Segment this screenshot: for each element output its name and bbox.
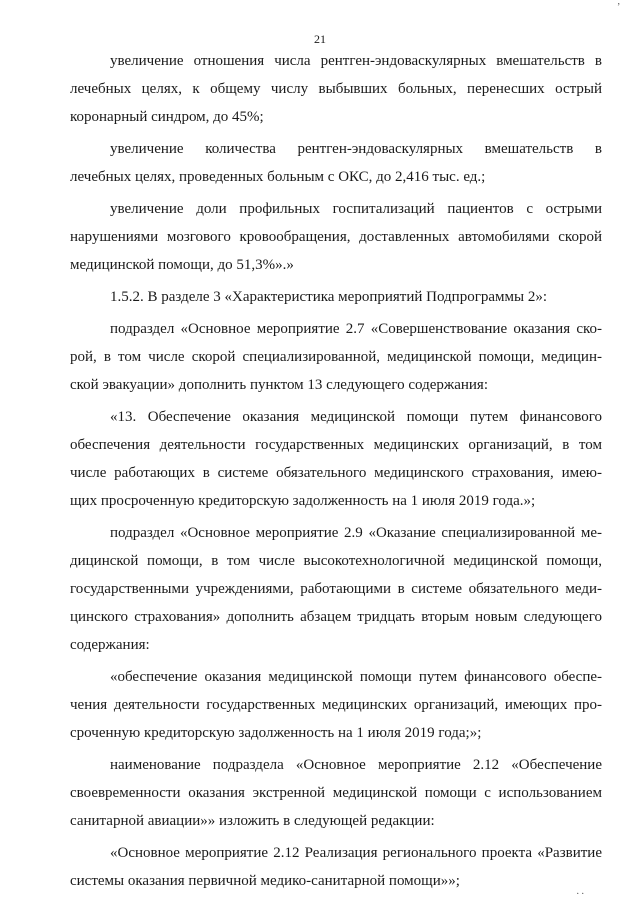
text-line: государственными учреждениями, работающими в системе обязательного меди-	[70, 581, 602, 597]
text-line: подраздел «Основное мероприятие 2.7 «Совершенствование оказания ско-	[110, 321, 602, 337]
text-line: обеспечения деятельности государственных медицинских организаций, в том	[70, 437, 602, 453]
paragraph	[70, 195, 602, 279]
text-line: 1.5.2. В разделе 3 «Характеристика мероприятий Подпрограммы 2»:	[110, 289, 547, 305]
document-body	[70, 47, 602, 895]
paragraph	[70, 751, 602, 835]
text-line: увеличение доли профильных госпитализаций пациентов с острыми	[110, 201, 602, 217]
text-line: увеличение количества рентген-эндоваскулярных вмешательств в	[110, 141, 602, 157]
page-number: 21	[314, 32, 326, 46]
text-line: нарушениями мозгового кровообращения, доставленных автомобилями скорой	[70, 229, 602, 245]
text-line: медицинской помощи, до 51,3%».»	[70, 257, 294, 273]
text-line: содержания:	[70, 637, 150, 653]
text-line: «обеспечение оказания медицинской помощи путем финансового обеспе-	[110, 669, 602, 685]
scan-mark: . .	[576, 886, 584, 897]
text-line: системы оказания первичной медико-санитарной помощи»»;	[70, 873, 460, 889]
scan-mark: ,	[617, 0, 620, 7]
text-line: чения деятельности государственных медицинских организаций, имеющих про-	[70, 697, 602, 713]
paragraph	[70, 283, 602, 311]
paragraph	[70, 135, 602, 191]
text-line: санитарной авиации»» изложить в следующей редакции:	[70, 813, 435, 829]
paragraph	[70, 839, 602, 895]
text-line: цинского страхования» дополнить абзацем тридцать вторым новым следующего	[70, 609, 602, 625]
text-line: лечебных целях, к общему числу выбывших больных, перенесших острый	[70, 81, 602, 97]
text-line: «Основное мероприятие 2.12 Реализация регионального проекта «Развитие	[110, 845, 602, 861]
text-line: рой, в том числе скорой специализированной, медицинской помощи, медицин-	[70, 349, 602, 365]
text-line: дицинской помощи, в том числе высокотехнологичной медицинской помощи,	[70, 553, 602, 569]
text-line: лечебных целях, проведенных больным с ОКС, до 2,416 тыс. ед.;	[70, 169, 486, 185]
text-line: числе работающих в системе обязательного медицинского страхования, имею-	[70, 465, 602, 481]
text-line: наименование подраздела «Основное мероприятие 2.12 «Обеспечение	[110, 757, 602, 773]
text-line: «13. Обеспечение оказания медицинской помощи путем финансового	[110, 409, 602, 425]
text-line: подраздел «Основное мероприятие 2.9 «Оказание специализированной ме-	[110, 525, 602, 541]
paragraph	[70, 403, 602, 515]
text-line: увеличение отношения числа рентген-эндоваскулярных вмешательств в	[110, 53, 602, 69]
text-line: сроченную кредиторскую задолженность на 1 июля 2019 года;»;	[70, 725, 482, 741]
paragraph	[70, 315, 602, 399]
text-line: щих просроченную кредиторскую задолженность на 1 июля 2019 года.»;	[70, 493, 536, 509]
paragraph	[70, 47, 602, 131]
text-line: ской эвакуации» дополнить пунктом 13 следующего содержания:	[70, 377, 489, 393]
text-line: своевременности оказания экстренной медицинской помощи с использованием	[70, 785, 602, 801]
paragraph	[70, 519, 602, 659]
text-line: коронарный синдром, до 45%;	[70, 109, 264, 125]
paragraph	[70, 663, 602, 747]
